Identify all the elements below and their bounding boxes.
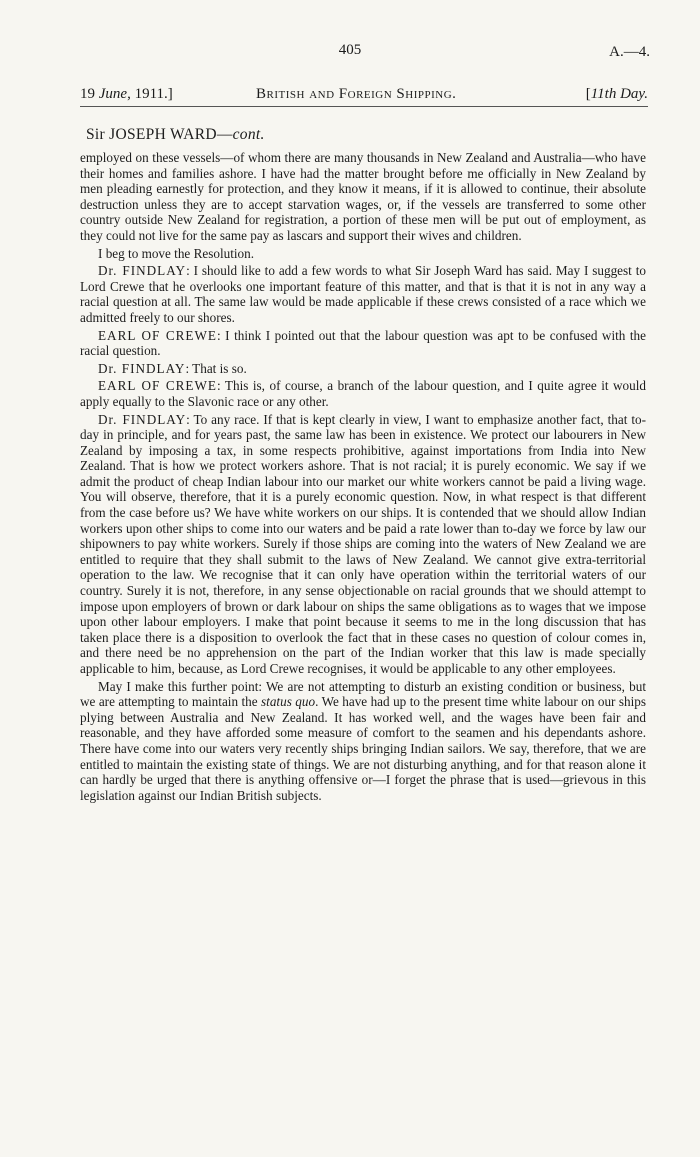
header-day [586, 86, 648, 103]
speech-text: : I think I pointed out that the labour question was apt to be confused with the racial question. [80, 327, 647, 359]
speech-text: : I should like to add a few words to what Sir Joseph Ward has said. May I suggest to Lord Crewe that he overlooks one important feature of this matter, and that is that it is not in any way a racial question at all. The same law would be made applicable if these crews consisted of a race which we admitted freely to our shores. [80, 263, 646, 325]
speaker-name: Dr. FINDLAY [98, 263, 187, 279]
paragraph [80, 412, 646, 677]
paragraph [80, 328, 646, 359]
paragraph [80, 378, 646, 409]
paragraph [80, 263, 646, 325]
paragraph: employed on these vessels—of whom there are many thousands in New Zealand and Australia—who have their homes and families ashore. I have had the matter brought before me officially in New Zealand by men pleading earnestly for protection, and they know it means, if it is allowed to continue, their absolute destruction unless they are to accept starvation wages, or, if the vessels are transferred to some other country outside New Zealand for registration, a portion of these men will be put out of employment, as they could not live for the same pay as lascars and support their wives and children. [80, 150, 646, 243]
body-text [80, 150, 646, 805]
header-title: British and Foreign Shipping. [256, 86, 457, 102]
speaker-name: EARL OF CREWE [98, 378, 217, 394]
date-day: 19 [80, 86, 99, 102]
day-label: 11th Day. [590, 86, 648, 102]
speech-text: : To any race. If that is kept clearly in view, I want to emphasize another fact, that to-day in principle, and for years past, the same law has been in existence. We protect our labourers in New Zealand by imposing a tax, in some respects prohibitive, against importations from India into New Zealand. That is how we protect workers ashore. That is not racial; it is purely economic. We say if we admit the product of cheap Indian labour into our market our white workers cannot be paid a living wage. You will observe, therefore, that it is a purely economic question. Now, in what respect is that different from the case before us? We have white workers on our ships. It is contended that we should allow Indian workers upon other ships to come into our waters and be paid a rate lower than to-day we force by law our shipowners to pay white workers. Surely if those ships are coming into the waters of New Zealand we are entitled to require that they shall submit to the laws of New Zealand. We cannot give extra-territorial operation to the law. We recognise that it can only have operation within the territorial waters of our country. Surely it is not, therefore, in any sense objectionable on racial grounds that we should attempt to impose upon employers of brown or dark labour on ships the same obligations as to wages that we impose upon other labour employers. I make that point because it seems to me in the long discussion that has taken place there is a disposition to overlook the fact that in these cases no question of colour comes in, and there need be no apprehension on the part of the Indian worker that this law is made specially applicable to him, because, as Lord Crewe recognises, it would be applicable to any other employees. [80, 411, 646, 676]
day-bracket: [ [585, 86, 591, 102]
speech-text: May I make this further point: We are not attempting to disturb an existing condition or business, but we are attempting to maintain the [80, 678, 646, 710]
speaker-heading [86, 126, 265, 144]
document-reference: A.—4. [609, 44, 650, 60]
header-date [80, 86, 173, 103]
paragraph: I beg to move the Resolution. [98, 245, 255, 261]
paragraph [80, 679, 646, 804]
paragraph [80, 361, 646, 377]
italic-phrase: status quo [261, 694, 316, 710]
running-header [80, 82, 648, 107]
speaker-name: Dr. FINDLAY [98, 360, 186, 376]
speaker-name: EARL OF CREWE [98, 327, 217, 343]
speaker-name: Dr. FINDLAY [98, 411, 187, 427]
speaker-heading-name: Sir JOSEPH WARD— [86, 126, 233, 143]
speech-text: : That is so. [185, 360, 247, 376]
speech-text: : This is, of course, a branch of the labour question, and I quite agree it would apply equally to the Slavonic race or any other. [80, 378, 647, 409]
page-number: 405 [338, 42, 362, 58]
speech-text: . We have had up to the present time white labour on our ships plying between Australia and New Zealand. It has worked well, and the wages have been fair and reasonable, and they have afforded some measure of comfort to the seamen and his dependants ashore. There have come into our waters very recently ships bringing Indian sailors. We say, therefore, that we are entitled to maintain the existing state of things. We are not disturbing anything, and for that reason alone it can hardly be urged that there is anything offensive or—I forget the phrase that is used—grievous in this legislation against our Indian British subjects. [80, 694, 647, 803]
speaker-heading-cont: cont. [232, 126, 265, 143]
date-year: , 1911.] [127, 86, 173, 102]
date-month: June [98, 86, 128, 102]
